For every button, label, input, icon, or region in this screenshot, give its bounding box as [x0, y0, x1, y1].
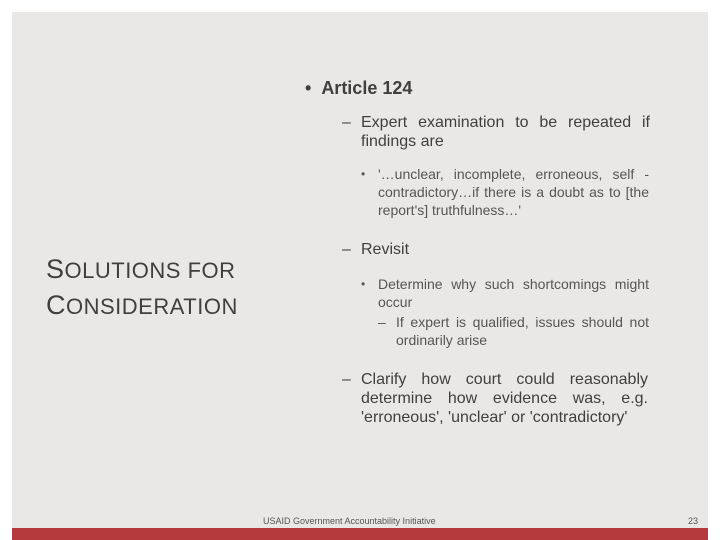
footer-org: USAID Government Accountability Initiative	[263, 516, 436, 526]
bullet-article: • Article 124	[305, 78, 413, 98]
accent-bar	[12, 528, 708, 540]
bullet-determine: • Determine why such shortcomings might occur	[361, 276, 649, 310]
dash-qualified: – If expert is qualified, issues should not ordinarily arise	[378, 314, 649, 348]
title-line-1: SOLUTIONS FOR	[46, 254, 236, 284]
dash-revisit: – Revisit	[342, 241, 410, 258]
bullet-quote: • '…unclear, incomplete, erroneous, self -contradictory…if there is a doubt as to [the report's] truthfulness…'	[361, 166, 649, 218]
dash-clarify: – Clarify how court could reasonably determine how evidence was, e.g. 'erroneous', 'unclear' or 'contradictory'	[342, 371, 648, 426]
title-line-2: CONSIDERATION	[46, 290, 238, 320]
slide-title	[46, 252, 286, 324]
dash-expert-exam: – Expert examination to be repeated if findings are	[342, 114, 650, 150]
page-number: 23	[688, 516, 699, 526]
